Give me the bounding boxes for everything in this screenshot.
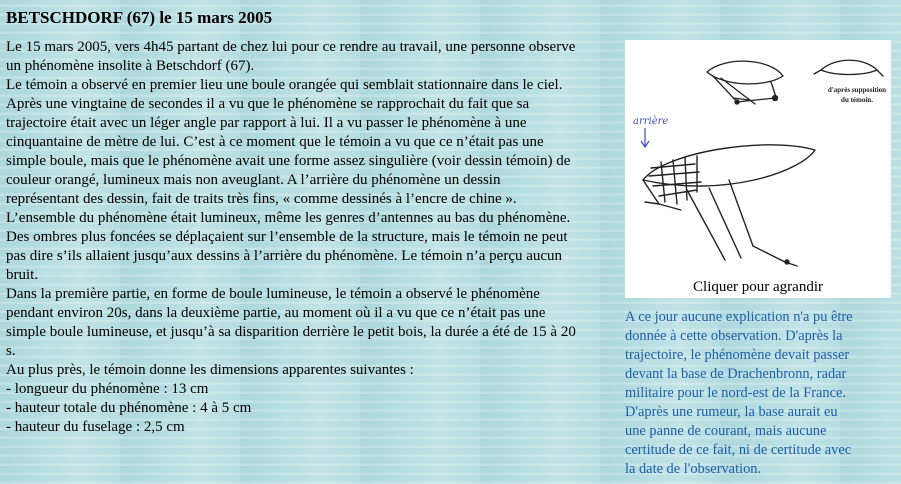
story-line: L’ensemble du phénomène était lumineux, même les genres d’antennes au bas du phénomène. (6, 210, 571, 226)
explanation-line: certitude de ce fait, ni de certitude avec (625, 442, 852, 458)
story-line: cinquantaine de mètre de lui. C’est à ce moment que le témoin a vu que ce n’était pas une (6, 134, 544, 150)
enlarge-caption: Cliquer pour agrandir (693, 279, 823, 295)
explanation-line: une panne de courant, mais aucune (625, 423, 827, 439)
story-line: simple boule, mais que le phénomène avait une forme assez singulière (voir dessin témoin) de (6, 153, 571, 169)
story-line: représentant des dessin, fait de traits très fins, « comme dessinés à l’encre de chine ». (6, 191, 517, 207)
arrow-label: arrière (633, 116, 669, 127)
story-line: couleur orangé, lumineux mais non aveuglant. A l’arrière du phénomène un dessin (6, 172, 501, 188)
story-line: trajectoire était avec un léger angle par rapport à lui. Il a vu passer le phénomène à une (6, 115, 527, 131)
story-line: Des ombres plus foncées se déplaçaient sur l’ensemble de la structure, mais le témoin ne peut (6, 229, 568, 245)
story-line: Le témoin a observé en premier lieu une boule orangée qui semblait stationnaire dans le ciel. (6, 77, 563, 93)
explanation-line: donnée à cette observation. D'après la (625, 328, 843, 344)
down-arrow-icon (641, 128, 649, 147)
story-line: Après une vingtaine de secondes il a vu que le phénomène se rapprochait du fait que sa (6, 96, 530, 112)
story-line: s. (6, 343, 16, 359)
witness-sketch (625, 40, 891, 298)
story-line: - hauteur totale du phénomène : 4 à 5 cm (6, 400, 252, 416)
page-title: BETSCHDORF (67) le 15 mars 2005 (6, 8, 273, 27)
story-line: Le 15 mars 2005, vers 4h45 partant de chez lui pour ce rendre au travail, une personne observe (6, 39, 576, 55)
explanation-line: devant la base de Drachenbronn, radar (625, 366, 847, 382)
story-line: bruit. (6, 267, 39, 283)
story-line: pas dire s’ils allaient jusqu’aux dessins à l’arrière du phénomène. Le témoin n’a perçu aucun (6, 248, 563, 264)
story-line: un phénomène insolite à Betschdorf (67). (6, 58, 255, 74)
explanation-line: la date de l'observation. (625, 461, 762, 477)
story-line: - longueur du phénomène : 13 cm (6, 381, 209, 397)
explanation-line: A ce jour aucune explication n'a pu être (625, 309, 853, 325)
explanation-line: D'après une rumeur, la base aurait eu (625, 404, 838, 420)
explanation-line: trajectoire, le phénomène devait passer (625, 347, 850, 363)
story-line: pendant environ 20s, dans la deuxième partie, au moment où il a vu que ce n’était pas une (6, 305, 546, 321)
story-line: - hauteur du fuselage : 2,5 cm (6, 419, 185, 435)
explanation-line: militaire pour le nord-est de la France. (625, 385, 846, 401)
sketch-note-line2: du témoin. (841, 96, 873, 104)
story-line: Dans la première partie, en forme de boule lumineuse, le témoin a observé le phénomène (6, 286, 540, 302)
witness-drawing-link[interactable] (625, 40, 891, 298)
story-line: simple boule lumineuse, et jusqu’à sa disparition derrière le petit bois, la durée a été de 15 à 20 (6, 324, 576, 340)
explanation-text (625, 308, 897, 479)
story-line: Au plus près, le témoin donne les dimensions apparentes suivantes : (6, 362, 414, 378)
sketch-note-line1: d'après supposition (827, 86, 887, 94)
observation-story (6, 38, 618, 437)
